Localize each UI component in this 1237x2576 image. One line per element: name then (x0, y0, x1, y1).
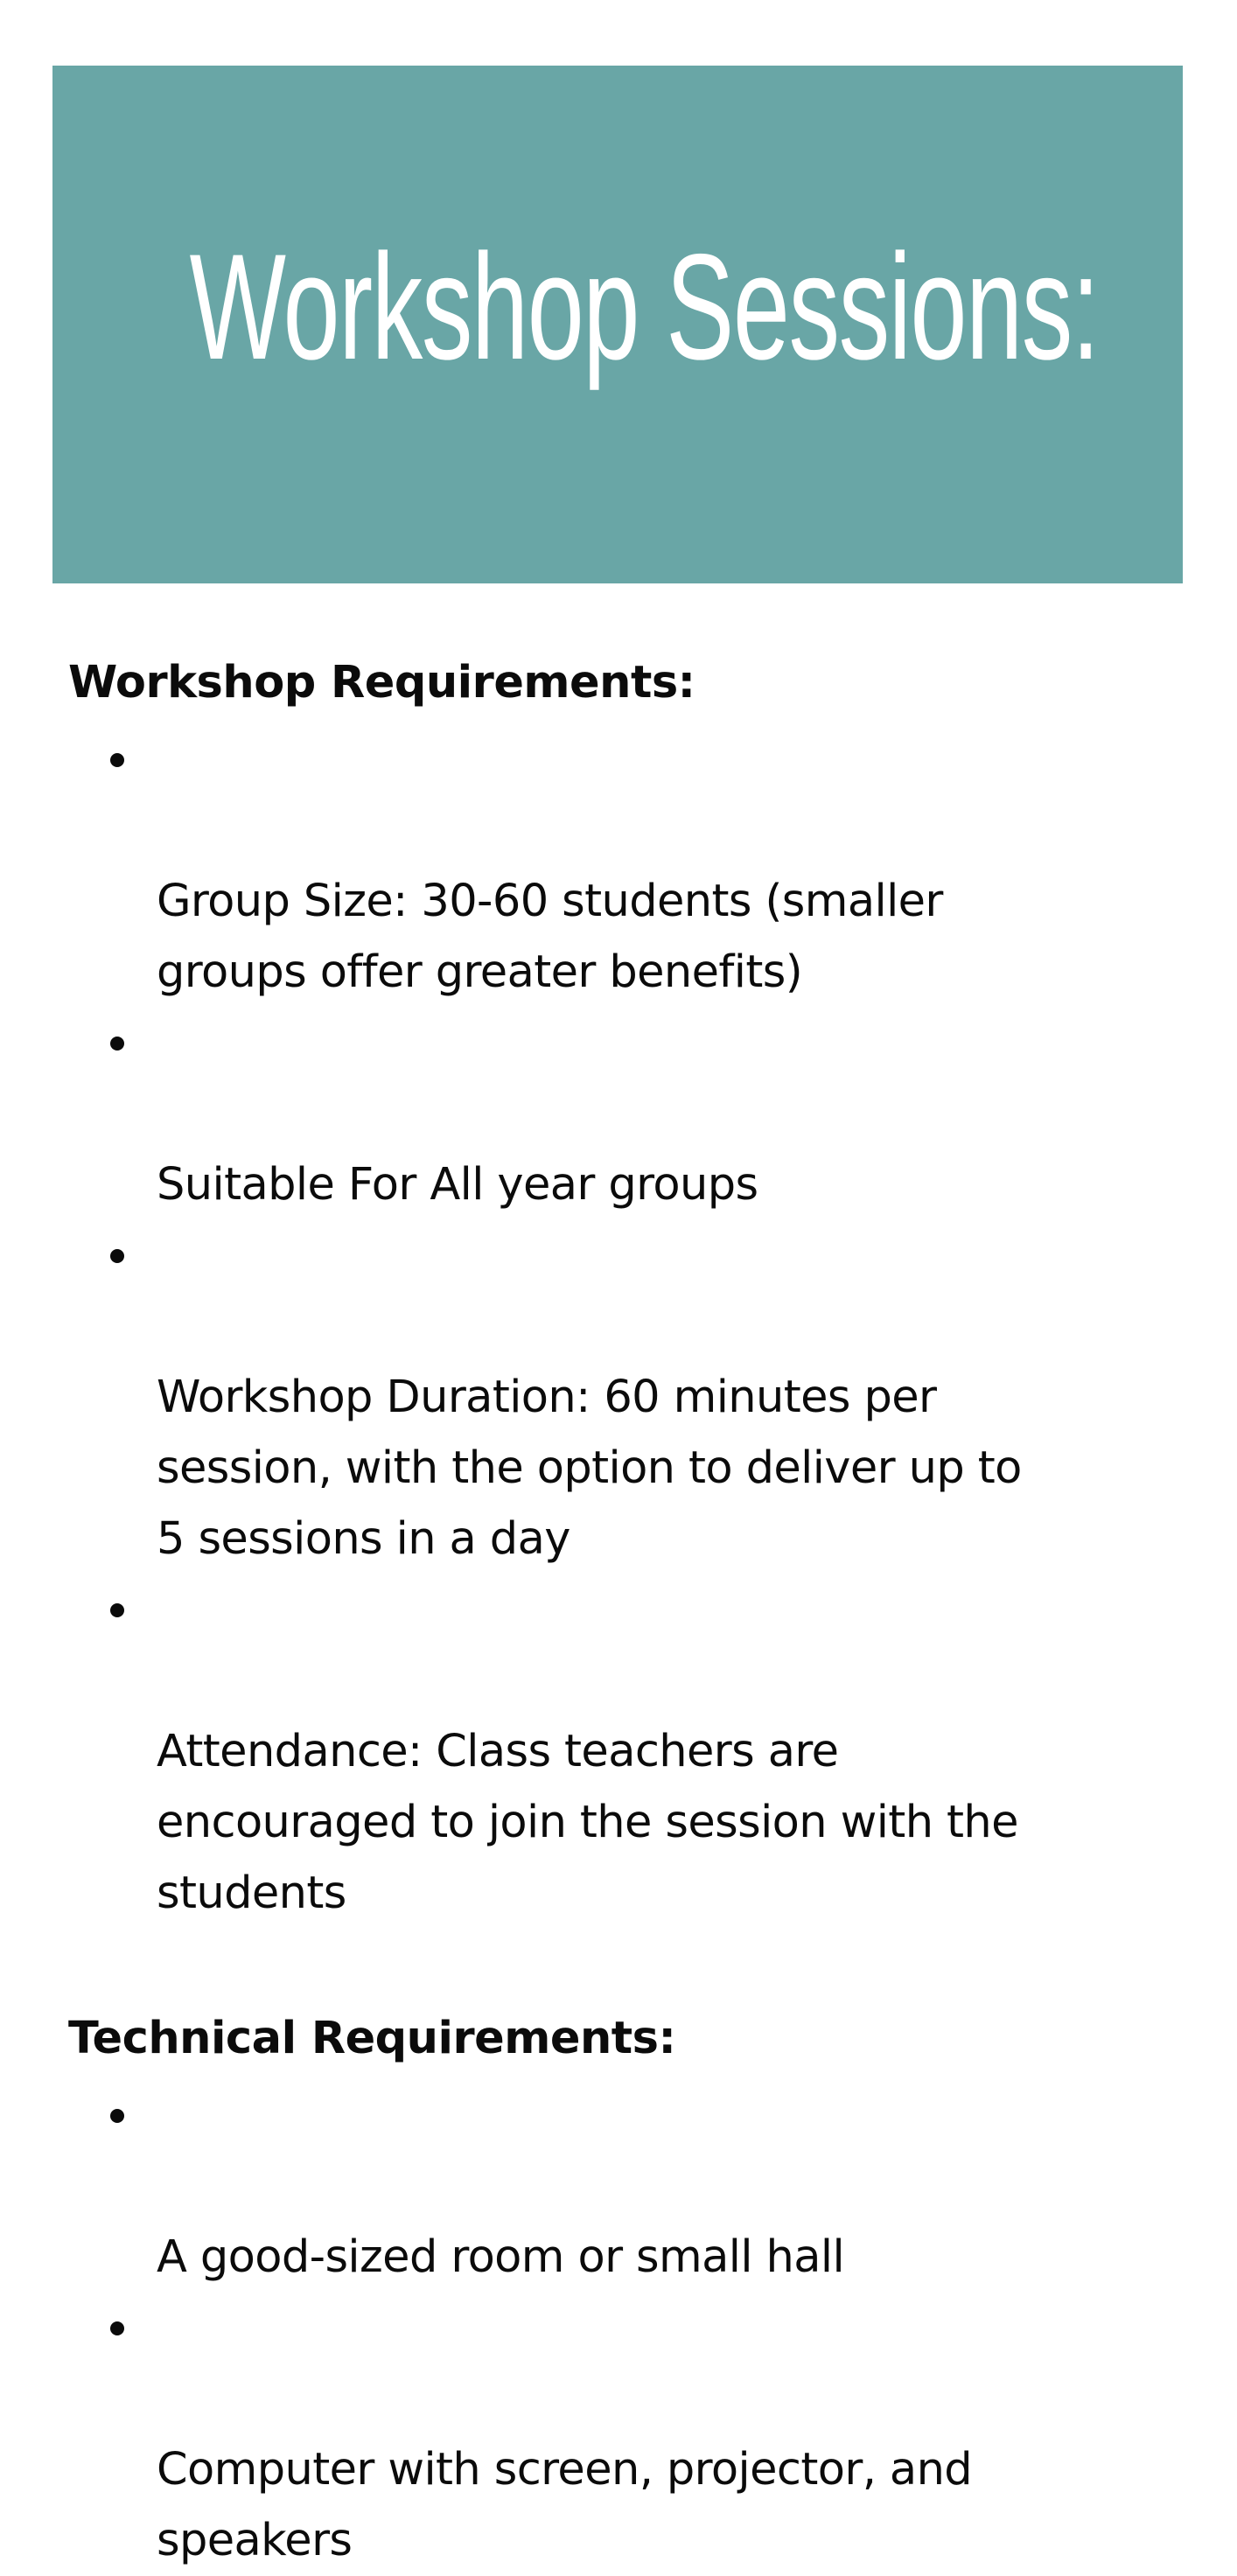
technical-requirements-heading: Technical Requirements: (68, 2013, 676, 2064)
list-item-text: Group Size: 30-60 students (smaller groups offer greater benefits) (157, 876, 943, 998)
list-item-text: A good-sized room or small hall (157, 2231, 845, 2283)
page-title-text: Workshop Sessions: (189, 223, 1099, 391)
bullet-icon (110, 1037, 124, 1051)
list-item-text: Computer with screen, projector, and speakers (157, 2444, 973, 2566)
workshop-requirements-section (68, 654, 1179, 1929)
list-item-text: Suitable For All year groups (157, 1159, 758, 1211)
workshop-requirement-group-size (68, 724, 1179, 1008)
requirements-content (68, 654, 1179, 2576)
technical-requirement-room (68, 2080, 1179, 2293)
list-item-text: Workshop Duration: 60 minutes per session, with the option to deliver up to 5 sessions in a day (157, 1372, 1022, 1565)
workshop-requirements-heading: Workshop Requirements: (68, 657, 695, 709)
workshop-requirement-duration (68, 1220, 1179, 1574)
technical-requirement-equipment (68, 2293, 1179, 2576)
bullet-icon (110, 1603, 124, 1617)
bullet-icon (110, 2109, 124, 2123)
workshop-requirements-list (68, 724, 1179, 1929)
technical-requirements-list (68, 2080, 1179, 2576)
workshop-requirement-attendance (68, 1574, 1179, 1929)
section-spacer (68, 1929, 1179, 2010)
bullet-icon (110, 2321, 124, 2335)
workshop-requirement-year-groups (68, 1008, 1179, 1220)
list-item-text: Attendance: Class teachers are encouraged to join the session with the students (157, 1726, 1018, 1919)
technical-requirements-section (68, 2010, 1179, 2576)
bullet-icon (110, 753, 124, 767)
bullet-icon (110, 1249, 124, 1263)
page-title (52, 66, 1183, 583)
